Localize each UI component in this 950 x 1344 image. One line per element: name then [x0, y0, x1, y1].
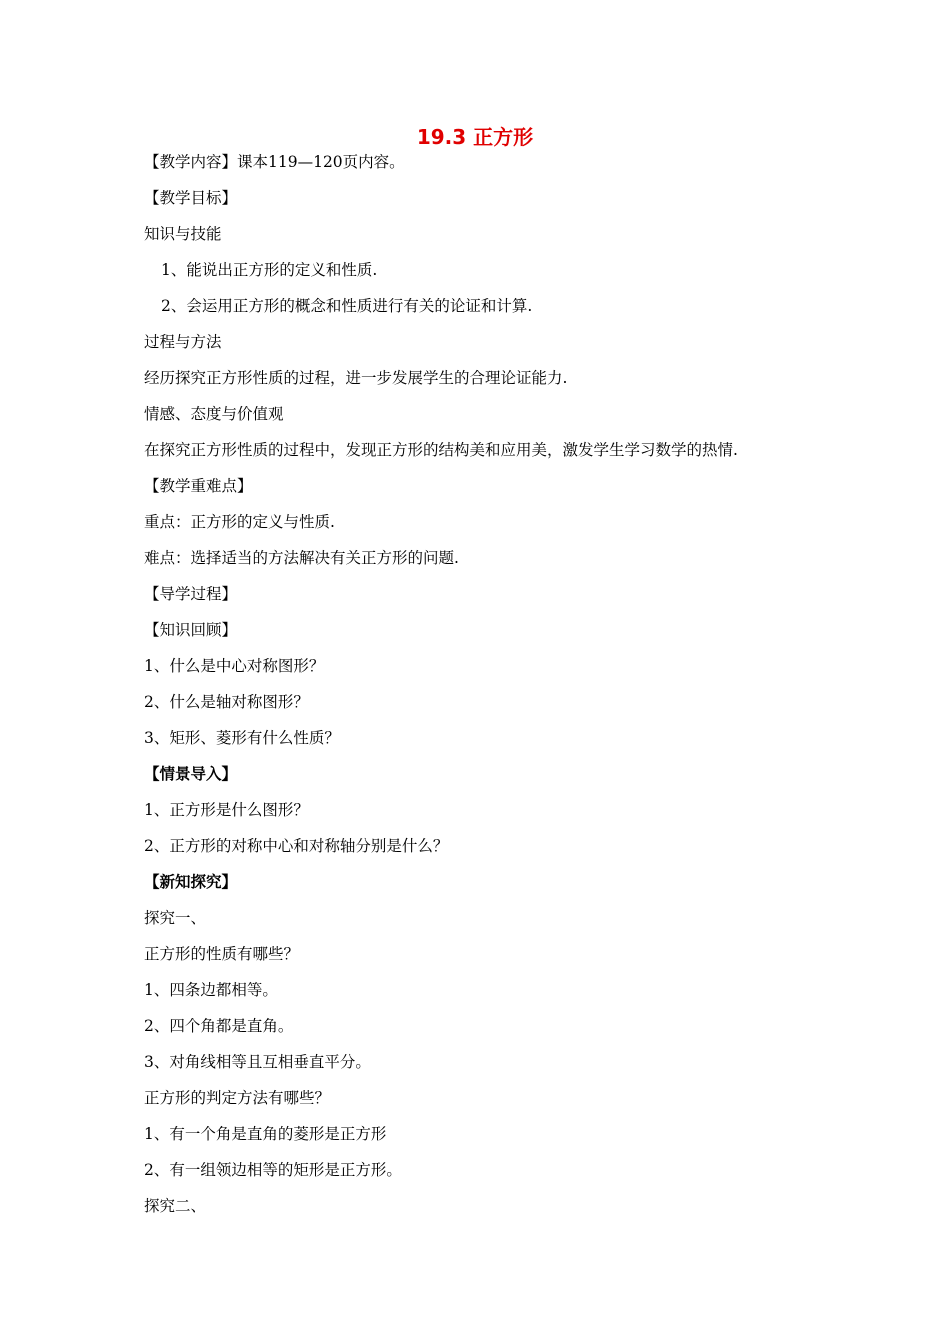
text-line: 2、四个角都是直角。: [144, 1017, 294, 1035]
text-line: 【知识回顾】: [144, 621, 238, 639]
text-line: 【新知探究】: [144, 873, 238, 891]
text-line: 过程与方法: [144, 333, 222, 351]
text-line: 探究一、: [144, 909, 207, 927]
text-line: 1、有一个角是直角的菱形是正方形: [144, 1125, 387, 1143]
text-line: 3、矩形、菱形有什么性质？: [144, 729, 340, 747]
text-line: 2、正方形的对称中心和对称轴分别是什么？: [144, 837, 449, 855]
text-line: 【教学目标】: [144, 189, 238, 207]
text-line: 【情景导入】: [144, 765, 238, 783]
text-line: 经历探究正方形性质的过程，进一步发展学生的合理论证能力.: [144, 369, 568, 387]
text-line: 【教学重难点】: [144, 477, 253, 495]
text-line: 难点：选择适当的方法解决有关正方形的问题.: [144, 549, 459, 567]
text-line: 在探究正方形性质的过程中，发现正方形的结构美和应用美，激发学生学习数学的热情.: [144, 441, 738, 459]
text-line: 3、对角线相等且互相垂直平分。: [144, 1053, 371, 1071]
text-line: 1、四条边都相等。: [144, 981, 278, 999]
text-line: 1、正方形是什么图形？: [144, 801, 309, 819]
text-line: 1、能说出正方形的定义和性质.: [161, 261, 378, 279]
text-line: 正方形的判定方法有哪些？: [144, 1089, 331, 1107]
text-line: 2、什么是轴对称图形？: [144, 693, 309, 711]
text-line: 【教学内容】课本119—120页内容。: [144, 153, 405, 171]
document-body: [144, 148, 844, 1228]
text-line: 1、什么是中心对称图形？: [144, 657, 325, 675]
text-line: 探究二、: [144, 1197, 207, 1215]
document-title: 19.3 正方形: [416, 125, 534, 149]
text-line: 正方形的性质有哪些？: [144, 945, 300, 963]
text-line: 知识与技能: [144, 225, 222, 243]
text-line: 情感、态度与价值观: [144, 405, 284, 423]
text-line: 2、有一组领边相等的矩形是正方形。: [144, 1161, 402, 1179]
text-line: 【导学过程】: [144, 585, 238, 603]
text-line: 重点：正方形的定义与性质.: [144, 513, 335, 531]
text-line: 2、会运用正方形的概念和性质进行有关的论证和计算.: [161, 297, 533, 315]
